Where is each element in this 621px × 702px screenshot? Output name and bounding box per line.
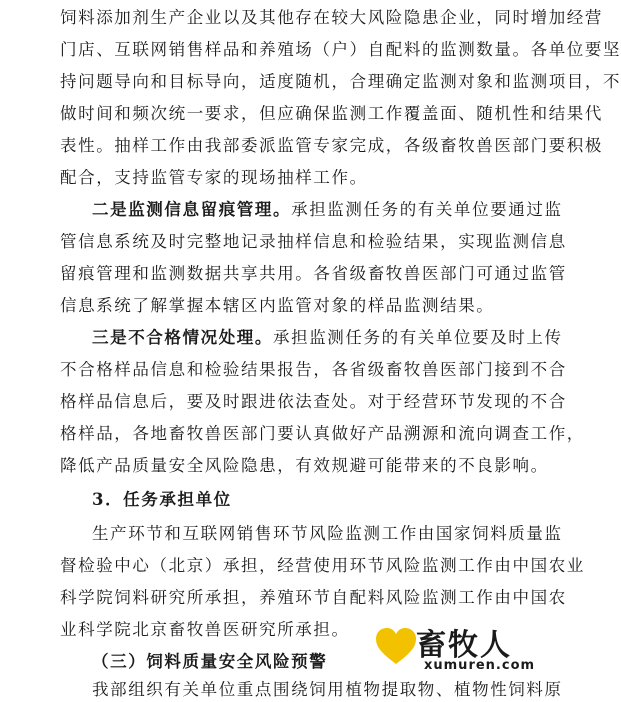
text-line: 表性。抽样工作由我部委派监管专家完成，各级畜牧兽医部门要积极 xyxy=(60,136,603,155)
watermark-url: xumuren.com xyxy=(424,658,536,673)
text-line: 做时间和频次统一要求，但应确保监测工作覆盖面、随机性和结果代 xyxy=(60,104,603,123)
text-line: 格样品信息后，要及时跟进依法查处。对于经营环节发现的不合 xyxy=(60,392,567,411)
text-line: 管信息系统及时完整地记录抽样信息和检验结果，实现监测信息 xyxy=(60,232,567,251)
text-line: 配合，支持监管专家的现场抽样工作。 xyxy=(60,168,368,187)
text-line: 督检验中心（北京）承担，经营使用环节风险监测工作由中国农业 xyxy=(60,556,585,575)
heart-icon xyxy=(374,626,418,666)
paragraph-lead-text: 承担监测任务的有关单位要及时上传 xyxy=(273,328,563,347)
text-line: 留痕管理和监测数据共享共用。各省级畜牧兽医部门可通过监管 xyxy=(60,264,567,283)
paragraph-lead-bold: 三是不合格情况处理。 xyxy=(92,328,273,347)
paragraph-lead-text: 承担监测任务的有关单位要通过监 xyxy=(291,200,563,219)
text-line: 不合格样品信息和检验结果报告，各省级畜牧兽医部门接到不合 xyxy=(60,360,567,379)
text-line: 我部组织有关单位重点围绕饲用植物提取物、植物性饲料原 xyxy=(92,680,563,699)
text-line: 业科学院北京畜牧兽医研究所承担。 xyxy=(60,620,350,639)
text-line: 科学院饲料研究所承担，养殖环节自配料风险监测工作由中国农 xyxy=(60,588,567,607)
watermark-text: 畜牧人 xyxy=(416,628,512,663)
text-line: 持问题导向和目标导向，适度随机，合理确定监测对象和监测项目，不 xyxy=(60,72,621,91)
section-heading: 3．任务承担单位 xyxy=(92,490,232,509)
text-line: 信息系统了解掌握本辖区内监管对象的样品监测结果。 xyxy=(60,296,495,315)
text-line: 门店、互联网销售样品和养殖场（户）自配料的监测数量。各单位要坚 xyxy=(60,40,621,59)
section-heading: （三）饲料质量安全风险预警 xyxy=(92,652,328,671)
paragraph-lead-bold: 二是监测信息留痕管理。 xyxy=(92,200,292,219)
paragraph-first-line xyxy=(92,198,563,222)
paragraph-first-line xyxy=(92,326,563,350)
text-line: 生产环节和互联网销售环节风险监测工作由国家饲料质量监 xyxy=(92,524,563,543)
watermark-logo xyxy=(374,620,544,680)
text-line: 降低产品质量安全风险隐患，有效规避可能带来的不良影响。 xyxy=(60,456,549,475)
text-line: 格样品，各地畜牧兽医部门要认真做好产品溯源和流向调查工作， xyxy=(60,424,585,443)
text-line: 饲料添加剂生产企业以及其他存在较大风险隐患企业，同时增加经营 xyxy=(60,8,603,27)
